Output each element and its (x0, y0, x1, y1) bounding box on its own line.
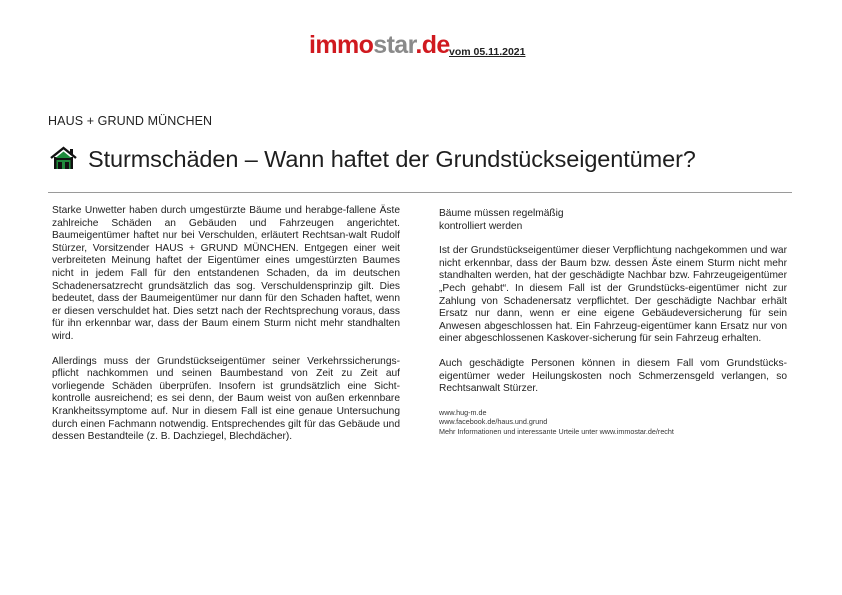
links-block (439, 408, 787, 437)
article-headline: Sturmschäden – Wann haftet der Grundstückseigentümer? (88, 146, 696, 172)
section-kicker: HAUS + GRUND MÜNCHEN (48, 114, 213, 128)
left-paragraph-2: Allerdings muss der Grundstückseigentümer seiner Verkehrssicherungs-pflicht nachkommen und seinen Baumbestand von Zeit zu Zeit auf vorliegende Schäden überprüfen. Insofern ist grundsätzlich eine Sicht-kontrolle ausreichend; es sei denn, der Baum weist von außen erkennbare Krankheitssymptome auf. Nur in diesem Fall ist eine genaue Untersuchung durch einen Fachmann notwendig. Entsprechendes gilt für das Gebäude und dessen Bestandteile (z. B. Dachziegel, Blechdächer). (52, 355, 400, 443)
publication-date: vom 05.11.2021 (449, 46, 526, 58)
right-paragraph-1: Ist der Grundstückseigentümer dieser Verpflichtung nachgekommen und war nicht erkennbar, dass der Baum bzw. dessen Äste einem Sturm nicht mehr standhalten werden, hat der geschädigte Nachbar bzw. Fahrzeugeigentümer „Pech gehabt“. In diesem Fall ist der Grundstücks-eigentümer nicht zur Zahlung von Schadenersatz verpflichtet. Der geschädigte Nachbar erhält Ersatz nur dann, wenn er eine eigene Gebäudeversicherung für sein Anwesen abgeschlossen hat. Ein Fahrzeug-eigentümer kann Ersatz nur von einer abgeschlossenen Kaskover-sicherung für sein Fahrzeug erhalten. (439, 245, 787, 345)
logo-part-immo: immo (309, 31, 374, 59)
subheading-line-2: kontrolliert werden (439, 220, 523, 232)
link-facebook[interactable]: www.facebook.de/haus.und.grund (439, 417, 548, 427)
left-column (52, 205, 400, 444)
left-paragraph-1: Starke Unwetter haben durch umgestürzte Bäume und herabge-fallene Äste zahlreiche Schäden an Gebäuden und Fahrzeugen angerichtet. Baumeigentümer haftet nur bei Verschulden, erläutert Rechtsan-walt Rudolf Stürzer, Vorsitzender HAUS + GRUND MÜNCHEN. Entgegen einer weit verbreiteten Meinung haftet der Eigentümer eines umgestürzten Baumes nicht in jedem Fall für den entstandenen Schaden, da im deutschen Schadenersatzrecht grundsätzlich das sog. Verschuldensprinzip gilt. Dies bedeutet, dass der Baumeigentümer nur dann für den Schaden haftet, wenn er diesen verschuldet hat. Dies setzt nach der Rechtsprechung voraus, dass für ihn erkennbar war, dass der Baum einem Sturm nicht mehr standhalten wird. (52, 205, 400, 342)
logo-part-star: star (373, 31, 416, 59)
link-more-info[interactable]: Mehr Informationen und interessante Urteile unter www.immostar.de/recht (439, 426, 674, 436)
right-paragraph-2: Auch geschädigte Personen können in diesem Fall vom Grundstücks-eigentümer weder Heilungskosten noch Schmerzensgeld verlangen, so Rechtsanwalt Stürzer. (439, 357, 787, 395)
link-hug-m[interactable]: www.hug-m.de (439, 407, 487, 417)
logo-part-de: .de (415, 31, 450, 59)
right-column (439, 208, 787, 437)
house-icon (50, 146, 77, 170)
headline-row (50, 144, 770, 174)
subheading-line-1: Bäume müssen regelmäßig (439, 208, 564, 219)
paragraph-gap (439, 233, 787, 245)
headline-divider (48, 192, 792, 193)
paragraph-gap (52, 344, 400, 356)
immostar-logo[interactable] (309, 30, 450, 60)
paragraph-gap (439, 346, 787, 358)
